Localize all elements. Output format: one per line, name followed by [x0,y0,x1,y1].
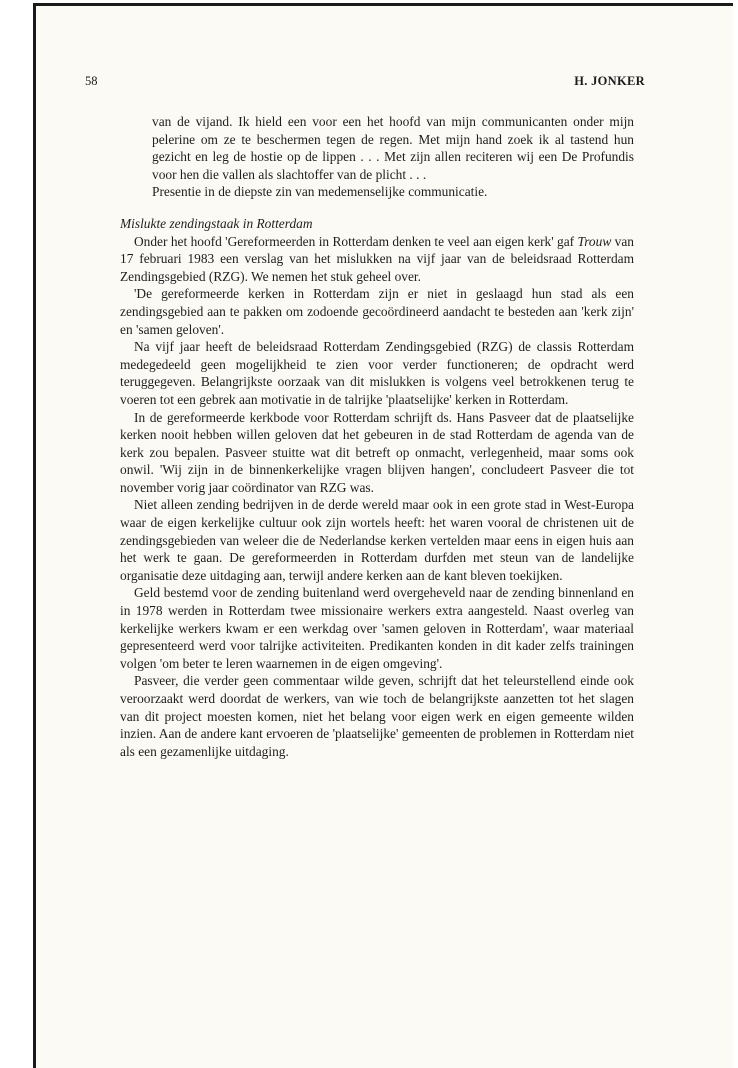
paragraph-1-end: van 17 februari 1983 een verslag van het mislukken na vijf jaar van de beleidsraad Rotterdam Zendingsgebied (RZG). We nemen het stuk geheel over. [120,233,634,284]
paragraph-1 [120,233,634,286]
paragraph-2: 'De gereformeerde kerken in Rotterdam zijn er niet in geslaagd hun stad als een zendingsgebied aan te pakken om zodoende gecoördineerd aandacht te besteden aan 'kerk zijn' en 'samen geloven'. [120,286,634,337]
paragraph-3: Na vijf jaar heeft de beleidsraad Rotterdam Zendingsgebied (RZG) de classis Rotterdam medegedeeld geen mogelijkheid te zien voor verder functioneren; de opdracht werd teruggegeven. Belangrijkste oorzaak van dit mislukken is volgens veel betrokkenen terug te voeren tot een gebrek aan motivatie in de talrijke 'plaatselijke' kerken in Rotterdam. [120,339,634,407]
running-head-author: H. JONKER [574,74,645,88]
newspaper-title: Trouw [577,233,612,249]
paragraph-4: In de gereformeerde kerkbode voor Rotterdam schrijft ds. Hans Pasveer dat de plaatselijke kerken nooit hebben willen geloven dat het gebeuren in de stad Rotterdam de agenda van de kerk zou bepalen. Pasveer stuitte wat dit betreft op onmacht, verlegenheid, maar soms ook onwil. 'Wij zijn in de binnenkerkelijke vragen blijven hangen', concludeert Pasveer die tot november vorig jaar coördinator van RZG was. [120,409,634,495]
quote-text: van de vijand. Ik hield een voor een het hoofd van mijn communicanten onder mijn pelerine om ze te beschermen tegen de regen. Met mijn hand zoek ik al tastend hun gezicht en leg de hostie op de lippen . . . Met zijn allen reciteren wij een De Profundis voor hen die vallen als slachtoffer van de plicht . . . [152,114,634,182]
paragraph-6: Geld bestemd voor de zending buitenland werd overgeheveld naar de zending binnenland en in 1978 werden in Rotterdam twee missionaire werkers extra aangesteld. Naast overleg van kerkelijke werkers kwam er een werkdag over 'samen geloven in Rotterdam', waar materiaal gepresenteerd werd voor talrijke activiteiten. Predikanten konden in dit kader zelfs trainingen volgen 'om beter te leren waarnemen in de eigen omgeving'. [120,585,634,671]
section-heading: Mislukte zendingstaak in Rotterdam [120,215,313,231]
running-head [85,74,645,92]
page-number: 58 [85,74,98,88]
block-quote [120,113,634,201]
paragraph-1-start: Onder het hoofd 'Gereformeerden in Rotterdam denken te veel aan eigen kerk' gaf [134,233,575,249]
paragraph-7: Pasveer, die verder geen commentaar wilde geven, schrijft dat het teleurstellend einde ook veroorzaakt werd doordat de werkers, van wie toch de belangrijkste aanzetten tot het slagen van dit project moesten komen, niet het belang voor eigen werk en eigen gemeente wilden inzien. Aan de andere kant ervoeren de 'plaatselijke' gemeenten de problemen in Rotterdam niet als een gezamenlijke uitdaging. [120,673,634,759]
paragraph-5: Niet alleen zending bedrijven in de derde wereld maar ook in een grote stad in West-Europa waar de eigen kerkelijke cultuur ook zijn wortels heeft: het waren vooral de christenen uit de zendingsgebieden van weleer die de Nederlandse kerken vertelden maar eens in eigen huis aan het werk te gaan. De gereformeerden in Rotterdam durfden met steun van de landelijke organisatie deze uitdaging aan, terwijl andere kerken aan de kant bleven toekijken. [120,497,634,583]
quote-closing-line: Presentie in de diepste zin van medemenselijke communicatie. [152,184,488,200]
body-text [120,113,634,760]
